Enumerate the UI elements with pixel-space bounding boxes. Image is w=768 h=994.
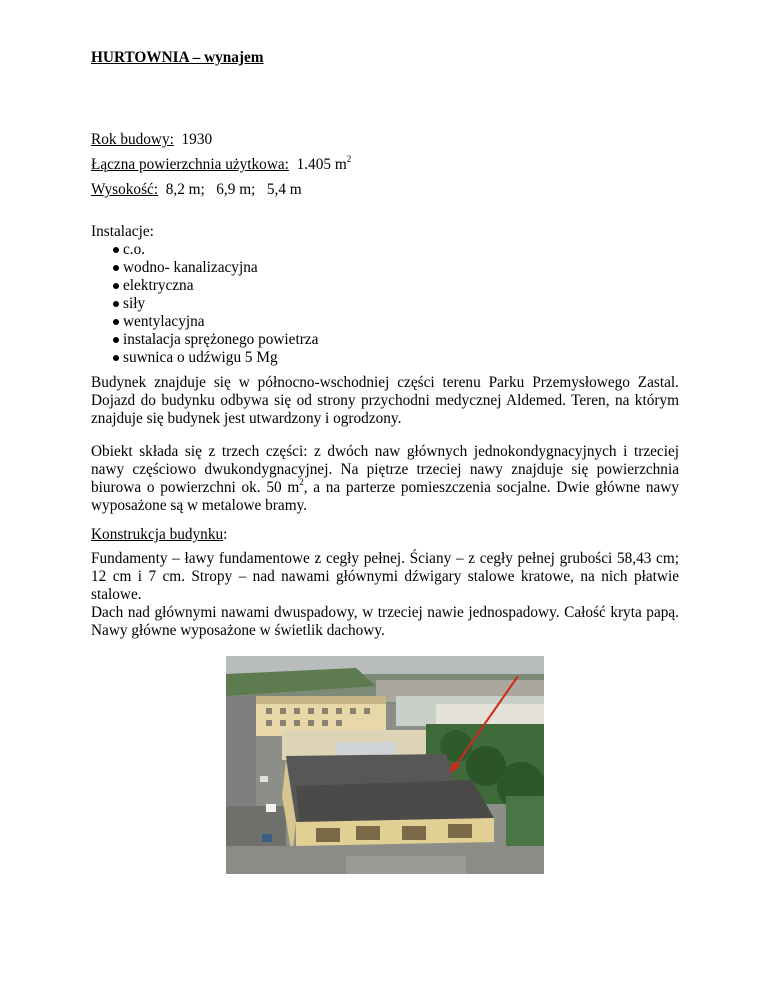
list-item [91, 241, 679, 259]
bullet-icon [113, 319, 119, 325]
construction-paragraph-1: Fundamenty – ławy fundamentowe z cegły pełnej. Ściany – z cegły pełnej grubości 58,43 cm; 12 cm i 7 cm. Stropy – nad nawami głównymi dźwigary stalowe kratowe, na nich płatwie stalowe. [91, 550, 679, 603]
list-item-label: instalacja sprężonego powietrza [123, 331, 319, 348]
list-item [91, 259, 679, 277]
construction-heading-colon: : [223, 526, 228, 543]
list-item-label: wentylacyjna [123, 313, 205, 330]
object-text-part2: , a na parterze pomieszczenia socjalne. Dwie główne nawy wyposażone są w metalowe bramy. [91, 479, 679, 514]
object-area-exponent: 2 [299, 477, 304, 487]
object-paragraph [91, 443, 679, 515]
height-value: 8,2 m; 6,9 m; 5,4 m [165, 181, 302, 198]
bullet-icon [113, 283, 119, 289]
list-item-label: elektryczna [123, 277, 194, 294]
list-item [91, 295, 679, 313]
installations-list [91, 241, 679, 367]
location-paragraph: Budynek znajduje się w północno-wschodniej części terenu Parku Przemysłowego Zastal. Dojazd do budynku odbywa się od strony przychodni medycznej Aldemed. Teren, na którym znajduje się budynek jest utwardzony i ogrodzony. [91, 374, 679, 427]
height-row [91, 181, 679, 199]
year-label: Rok budowy: [91, 131, 174, 148]
bullet-icon [113, 301, 119, 307]
list-item [91, 277, 679, 295]
height-label: Wysokość: [91, 181, 159, 198]
aerial-photo [226, 656, 544, 874]
bullet-icon [113, 355, 119, 361]
area-unit-exponent: 2 [346, 154, 352, 164]
bullet-icon [113, 247, 119, 253]
year-value: 1930 [181, 131, 213, 148]
object-text-part1: Obiekt składa się z trzech części: z dwóch naw głównych jednokondygnacyjnych i trzeciej nawy częściowo dwukondygnacyjnej. Na piętrze trzeciej nawy znajduje się powierzchnia biurowa o powierzchni ok. 50 m [91, 443, 679, 496]
list-item-label: wodno- kanalizacyjna [123, 259, 258, 276]
area-label: Łączna powierzchnia użytkowa: [91, 156, 289, 173]
construction-heading-row [91, 526, 679, 544]
list-item [91, 349, 679, 367]
area-row [91, 156, 679, 174]
list-item [91, 313, 679, 331]
list-item-label: suwnica o udźwigu 5 Mg [123, 349, 278, 366]
list-item [91, 331, 679, 349]
area-value: 1.405 m [296, 156, 347, 173]
bullet-icon [113, 265, 119, 271]
list-item-label: c.o. [123, 241, 146, 258]
document-title: HURTOWNIA – wynajem [91, 49, 264, 66]
installations-heading: Instalacje: [91, 223, 154, 240]
year-row [91, 131, 679, 149]
list-item-label: siły [123, 295, 146, 312]
construction-heading: Konstrukcja budynku [91, 526, 224, 543]
construction-paragraph-2: Dach nad głównymi nawami dwuspadowy, w trzeciej nawie jednospadowy. Całość kryta papą. Nawy główne wyposażone w świetlik dachowy. [91, 604, 679, 639]
aerial-photo-drawing [226, 656, 544, 874]
bullet-icon [113, 337, 119, 343]
